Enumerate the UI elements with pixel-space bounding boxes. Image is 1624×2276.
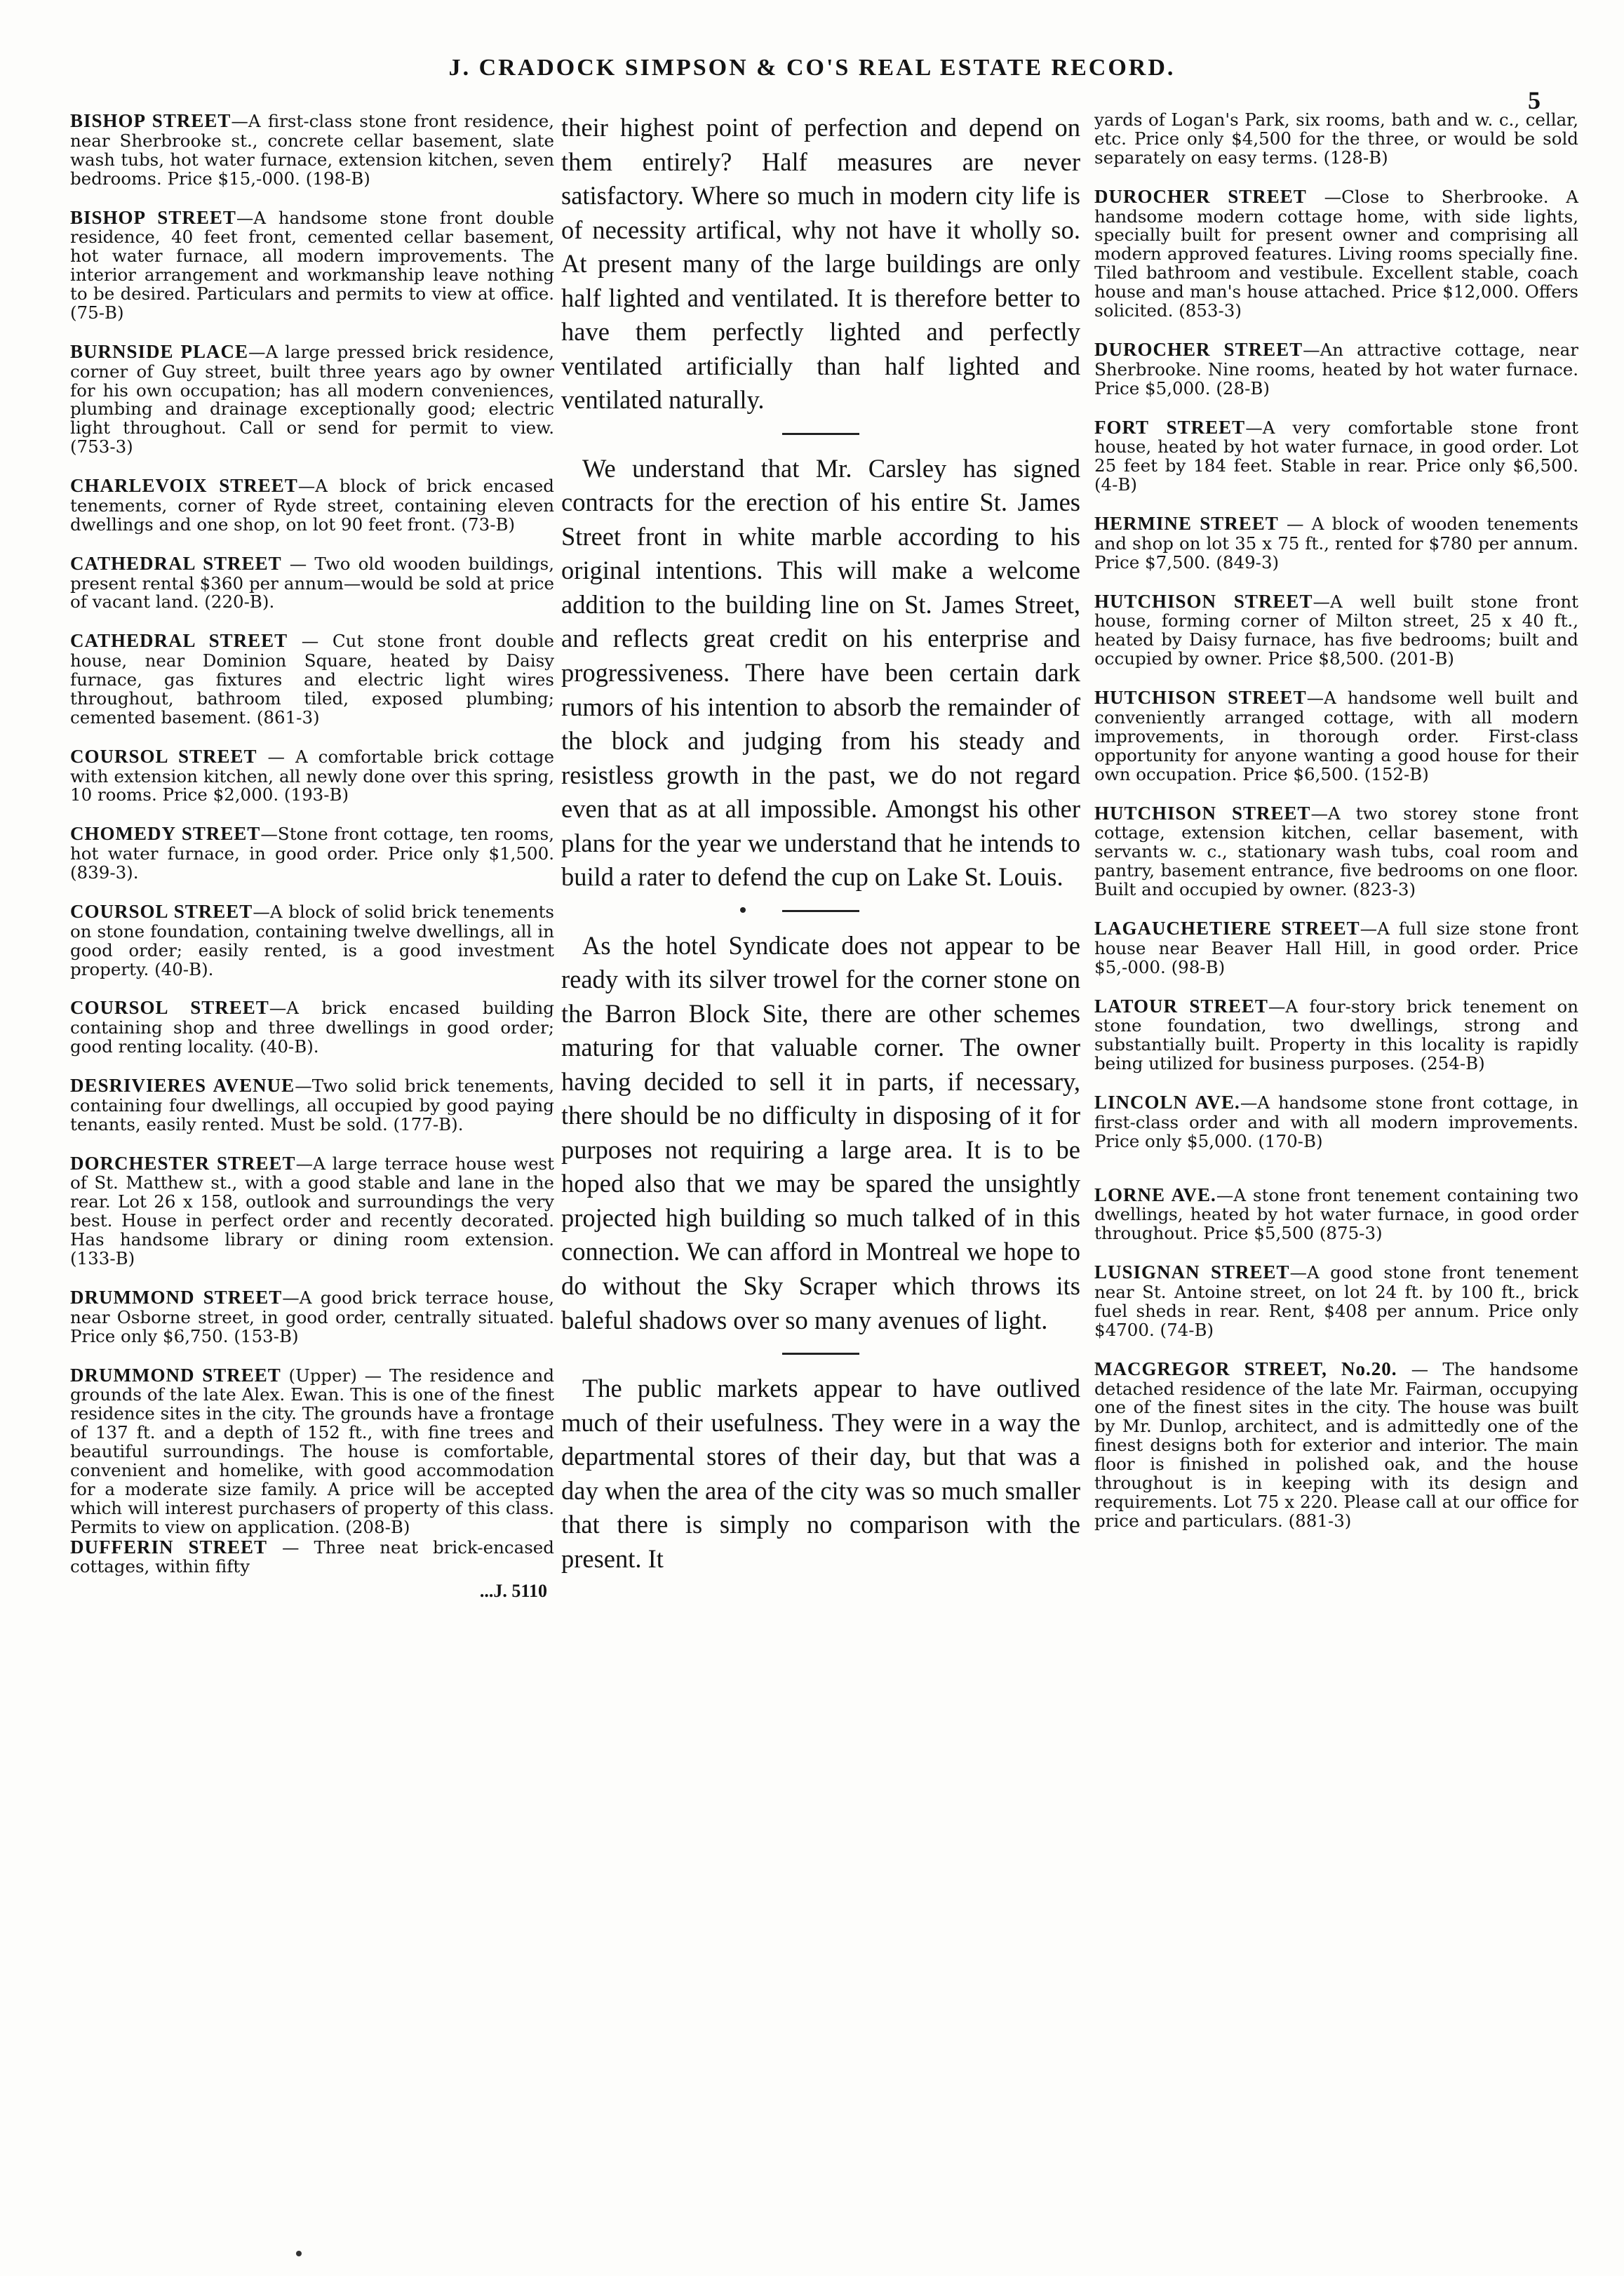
editorial-paragraph-ventilation: their highest point of perfection and depend on them entirely? Half measures are never satisfactory. Where so much in modern city life is of necessity artifical, why not have it wholly so. At present many of the large buildings are only half lighted and ventilated. It is therefore better to have them perfectly lighted and perfectly ventilated artificially than half lighted and ventilated naturally. (561, 113, 1080, 415)
listing-lorne: LORNE AVE.—A stone front tenement containing two dwellings, heated by hot water furnace, in good order throughout. Price $5,500 (875-3) (1094, 1184, 1578, 1244)
section-divider (782, 433, 859, 435)
listing-bishop-1: BISHOP STREET—A first-class stone front residence, near Sherbrooke st., concrete cellar basement, slate wash tubs, hot water furnace, extension kitchen, seven bedrooms. Price $15,-000. (198-B) (70, 110, 554, 189)
listing-desrivieres: DESRIVIERES AVENUE—Two solid brick tenements, containing four dwellings, all occupied by good paying tenants, easily rented. Must be sold. (177-B). (70, 1075, 555, 1134)
listing-fort: FORT STREET—A very comfortable stone front house, heated by hot water furnace, in good order. Lot 25 feet by 184 feet. Stable in rear. Price only $6,500. (4-B) (1094, 416, 1578, 495)
listing-drummond-upper: DRUMMOND STREET (Upper) — The residence and grounds of the late Alex. Ewan. This is one of the finest residence sites in the city. The grounds have a frontage of 137 ft. and a depth of 152 ft., with fine trees and beautiful surroundings. The house is comfortable, convenient and homelike, with good accommodation for a moderate size family. A price will be accepted which will interest purchasers of property of this class. Permits to view on application. (208-B) (70, 1364, 554, 1537)
section-divider (782, 910, 859, 912)
page-number: 5 (1528, 86, 1541, 114)
listing-drummond-1: DRUMMOND STREET—A good brick terrace house, near Osborne street, in good order, centrally situated. Price only $6,750. (153-B) (70, 1286, 555, 1346)
listing-hutchison-3: HUTCHISON STREET—A two storey stone front cottage, extension kitchen, cellar basement, with servants w. c., stationary wash tubs, coal room and pantry, basement entrance, five bedrooms on one floor. Built and occupied by owner. (823-3) (1094, 802, 1579, 900)
listing-lincoln: LINCOLN AVE.—A handsome stone front cottage, in first-class order and with all modern improvements. Price only $5,000. (170-B) (1094, 1092, 1579, 1151)
footer-stamp: ...J. 5110 (479, 1581, 547, 1602)
listing-macgregor: MACGREGOR STREET, No.20. — The handsome detached residence of the late Mr. Fairman, occupying one of the finest sites in the city. The house was built by Mr. Dunlop, architect, and is admittedly one of the finest designs both for exterior and interior. The main floor is finished in polished oak, and the house throughout is in keeping with its design and requirements. Lot 75 x 220. Please call at our office for price and particulars. (881-3) (1094, 1358, 1578, 1532)
listings-column-right (1094, 111, 1578, 1550)
listing-cathedral-1: CATHEDRAL STREET — Two old wooden buildings, present rental $360 per annum—would be sold at price of vacant land. (220-B). (70, 552, 554, 612)
listing-latour: LATOUR STREET—A four-story brick tenement on stone foundation, two dwellings, strong and substantially built. Property in this locality is rapidly being utilized for business purposes. (254-B) (1094, 995, 1578, 1074)
listing-burnside: BURNSIDE PLACE—A large pressed brick residence, corner of Guy street, built three years ago by owner for his own occupation; has all modern conveniences, plumbing and drainage exceptionally good; electric light throughout. Call or send for permit to view. (753-3) (70, 340, 554, 457)
listing-chomedy: CHOMEDY STREET—Stone front cottage, ten rooms, hot water furnace, in good order. Price only $1,500. (839-3). (70, 823, 554, 883)
listing-hermine: HERMINE STREET — A block of wooden tenements and shop on lot 35 x 75 ft., rented for $780 per annum. Price $7,500. (849-3) (1094, 513, 1579, 573)
listing-lagauchetiere: LAGAUCHETIERE STREET—A full size stone front house near Beaver Hall Hill, in good order. Price $5,-000. (98-B) (1094, 918, 1578, 977)
listing-dufferin: DUFFERIN STREET — Three neat brick-encased cottages, within fifty (70, 1536, 554, 1577)
section-divider (782, 1353, 859, 1355)
listing-bishop-2: BISHOP STREET—A handsome stone front double residence, 40 feet front, cemented cellar basement, hot water furnace, all modern improvements. The interior arrangement and workmanship leave nothing to be desired. Particulars and permits to view at office. (75-B) (70, 206, 554, 323)
editorial-column (561, 111, 1080, 1576)
listing-charlevoix: CHARLEVOIX STREET—A block of brick encased tenements, corner of Ryde street, containing eleven dwellings and one shop, on lot 90 feet front. (73-B) (70, 475, 554, 535)
listing-lusignan: LUSIGNAN STREET—A good stone front tenement near St. Antoine street, on lot 24 ft. by 100 ft., brick fuel sheds in rear. Rent, $408 per annum. Price only $4700. (74-B) (1094, 1261, 1579, 1340)
editorial-paragraph-hotel-syndicate: As the hotel Syndicate does not appear to be ready with its silver trowel for the corner stone on the Barron Block Site, there are other schemes maturing for that valuable corner. The owner having decided to sell it in parts, if necessary, there should be no difficulty in disposing of it for purposes not requiring a large area. It is to be hoped also that we may be spared the unsightly projected high building so much talked of in this connection. We can afford in Montreal we hope to do without the Sky Scraper which throws its baleful shadows over so many avenues of light. (561, 930, 1080, 1334)
editorial-paragraph-carsley: We understand that Mr. Carsley has signed contracts for the erection of his entire St. James Street front in white marble according to his original intentions. This will make a welcome addition to the building line on St. James Street, and reflects great credit on his enterprise and progressiveness. There have been certain dark rumors of his intention to absorb the remainder of the block and judging from his steady and resistless growth in the past, we do not regard even that as at all impossible. Amongst his other plans for the year we understand that he intends to build a rater to defend the cup on Lake St. Louis. (561, 453, 1080, 892)
listing-dufferin-continued: yards of Logan's Park, six rooms, bath and w. c., cellar, etc. Price only $4,500 for the three, or would be sold separately on easy terms. (128-B) (1094, 109, 1578, 168)
listing-cathedral-2: CATHEDRAL STREET — Cut stone front double house, near Dominion Square, heated by Daisy furnace, gas fixtures and electric light wires throughout, bathroom tiled, exposed plumbing; cemented basement. (861-3) (70, 630, 554, 728)
listing-coursol-2: COURSOL STREET—A block of solid brick tenements on stone foundation, containing twelve dwellings, all in good order; easily rented, is a good investment property. (40-B). (70, 900, 554, 979)
listing-coursol-1: COURSOL STREET — A comfortable brick cottage with extension kitchen, all newly done over this spring, 10 rooms. Price $2,000. (193-B) (70, 745, 554, 805)
page-header: J. CRADOCK SIMPSON & CO'S REAL ESTATE RECORD. (448, 55, 1176, 81)
listing-durocher-2: DUROCHER STREET—An attractive cottage, near Sherbrooke. Nine rooms, heated by hot water furnace. Price $5,000. (28-B) (1094, 339, 1578, 399)
listing-hutchison-1: HUTCHISON STREET—A well built stone front house, forming corner of Milton street, 25 x 40 ft., heated by Daisy furnace, has five bedrooms; built and occupied by owner. Price $8,500. (201-B) (1094, 590, 1578, 669)
listing-durocher-1: DUROCHER STREET —Close to Sherbrooke. A handsome modern cottage home, with side lights, specially built for present owner and comprising all modern approved features. Living rooms specially fine. Tiled bathroom and vestibule. Excellent stable, coach house and man's house attached. Price $12,000. Offers solicited. (853-3) (1094, 185, 1578, 321)
print-speck (296, 2251, 302, 2256)
listing-hutchison-2: HUTCHISON STREET—A handsome well built and conveniently arranged cottage, with all modern improvements, in thorough order. First-class opportunity for anyone wanting a good house for their own occupation. Price $6,500. (152-B) (1094, 687, 1578, 784)
listing-dorchester: DORCHESTER STREET—A large terrace house west of St. Matthew st., with a good stable and lane in the rear. Lot 26 x 158, outlook and surroundings the very best. House in perfect order and recently decorated. Has handsome library or dining room extension. (133-B) (70, 1152, 554, 1268)
editorial-paragraph-public-markets: The public markets appear to have outlived much of their usefulness. They were in a way the departmental stores of their day, but that was a day when the area of the city was so much smaller that there is simply no comparison with the present. It (561, 1374, 1080, 1573)
listing-coursol-3: COURSOL STREET—A brick encased building containing shop and three dwellings in good order; good renting locality. (40-B). (70, 997, 554, 1057)
listings-column-left (70, 111, 554, 1602)
